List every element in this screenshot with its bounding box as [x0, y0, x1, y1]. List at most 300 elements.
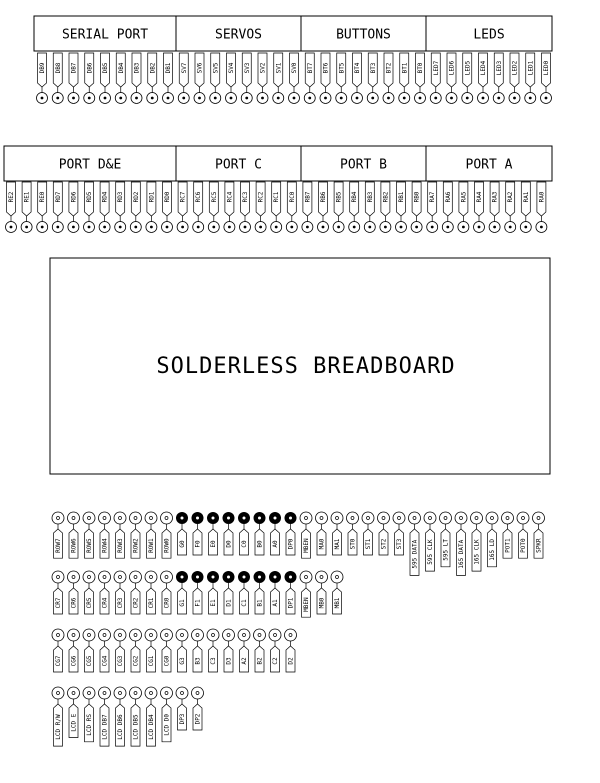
header-pin [285, 629, 297, 672]
pin-label: ROW3 [117, 538, 124, 553]
pin-label: D0 [225, 540, 233, 548]
header-pin [411, 182, 422, 233]
port-pin-row [6, 182, 547, 233]
header-pin [474, 182, 485, 233]
pin-label: C3 [210, 657, 217, 665]
header-pin [320, 53, 331, 104]
header-pin [393, 512, 405, 555]
header-pin [269, 629, 281, 672]
header-pin [83, 629, 95, 672]
header-pin [99, 512, 111, 558]
header-pin [99, 571, 111, 614]
pin-label: MB1 [334, 597, 341, 609]
header-pin [458, 182, 469, 233]
pin-label: RB3 [366, 191, 374, 203]
header-cell [426, 146, 552, 181]
pin-label: C2 [272, 657, 279, 665]
pin-label: MBEN [303, 538, 310, 553]
header-pin [223, 629, 235, 672]
pin-label: RB1 [398, 191, 405, 203]
header-pin [145, 571, 157, 614]
pin-label: POT1 [504, 538, 512, 553]
pin-label: RC0 [288, 191, 296, 203]
header-pin [68, 182, 79, 233]
pin-label: SV0 [291, 62, 298, 74]
header-pin [52, 182, 63, 233]
pin-label: RB7 [304, 191, 312, 203]
header-pin [210, 53, 221, 104]
pin-label: B2 [256, 657, 264, 665]
header-pin [525, 53, 536, 104]
header-cell [301, 146, 426, 181]
pin-label: RB2 [382, 191, 390, 203]
pin-label: CR7 [55, 597, 62, 609]
pin-label: LED4 [480, 60, 487, 76]
header-pin [424, 512, 436, 571]
header-pin [192, 687, 204, 730]
pin-label: CR5 [86, 597, 93, 609]
header-pin [536, 182, 547, 233]
header-pin [533, 512, 545, 558]
pin-label: E0 [210, 540, 217, 548]
header-pin [37, 182, 48, 233]
pin-label: CG0 [163, 655, 171, 667]
header-pin [362, 512, 374, 555]
pin-label: BT6 [322, 62, 330, 74]
header-pin [238, 571, 250, 614]
header-pin [207, 629, 219, 672]
pin-label: F0 [194, 540, 202, 548]
pin-label: RA5 [460, 191, 468, 203]
pin-label: SPKR [535, 538, 543, 553]
header-pin [238, 512, 250, 555]
header-pin [241, 53, 252, 104]
header-pin [255, 182, 266, 233]
header-pin [83, 571, 95, 614]
breadboard-area [50, 258, 550, 474]
pin-label: D1 [225, 599, 233, 607]
header-label: LEDS [473, 27, 505, 43]
pin-label: RB5 [335, 191, 343, 203]
bottom-pin-row [52, 629, 297, 672]
header-pin [240, 182, 251, 233]
pin-label: BT2 [385, 62, 393, 74]
pin-label: B1 [256, 599, 264, 607]
header-pin [114, 687, 126, 746]
header-pin [37, 53, 48, 104]
header-pin [273, 53, 284, 104]
pin-label: DB9 [39, 62, 46, 74]
pin-label: RA6 [444, 191, 452, 203]
pin-label: RA2 [507, 191, 515, 203]
header-pin [396, 182, 407, 233]
pin-label: LCD DB7 [101, 714, 109, 740]
pin-label: RD0 [164, 191, 171, 203]
header-pin [99, 629, 111, 672]
header-pin [226, 53, 237, 104]
pin-label: CG2 [132, 655, 140, 667]
pin-label: MA0 [318, 538, 326, 550]
header-pin [161, 629, 173, 672]
pin-label: RB6 [320, 191, 327, 203]
header-pin [462, 53, 473, 104]
header-label: BUTTONS [336, 27, 391, 43]
header-label: PORT B [340, 157, 387, 173]
header-pin [99, 687, 111, 746]
pin-label: DP2 [194, 713, 202, 725]
header-pin [302, 182, 313, 233]
pin-label: RB0 [413, 191, 421, 203]
pin-label: LED6 [448, 60, 456, 76]
pin-label: CG3 [117, 655, 124, 667]
header-pin [21, 182, 32, 233]
header-pin [349, 182, 360, 233]
pin-label: MB0 [318, 597, 326, 609]
header-pin [207, 571, 219, 614]
pin-label: LED5 [464, 60, 472, 76]
header-pin [193, 182, 204, 233]
pin-label: 165 LD [489, 539, 496, 561]
pin-label: CR0 [163, 597, 171, 609]
pin-label: 595 CLK [427, 539, 434, 565]
pin-label: ST2 [380, 538, 388, 550]
pin-label: BT0 [417, 62, 424, 74]
header-pin [83, 687, 95, 742]
pin-label: DB7 [70, 62, 78, 74]
header-pin [352, 53, 363, 104]
header-pin [285, 512, 297, 555]
pin-label: LED7 [432, 60, 440, 76]
header-pin [99, 182, 110, 233]
pin-label: LCD DB6 [117, 714, 124, 740]
header-pin [304, 53, 315, 104]
header-pin [176, 629, 188, 672]
header-pin [68, 687, 80, 738]
pin-label: LCD D0 [163, 714, 171, 736]
header-pin [316, 571, 328, 614]
header-pin [257, 53, 268, 104]
header-pin [409, 512, 421, 575]
header-pin [176, 571, 188, 614]
header-pin [131, 53, 142, 104]
pin-label: G3 [179, 657, 186, 665]
pin-label: 165 CLK [473, 539, 481, 565]
header-pin [442, 182, 453, 233]
pin-label: MBEN [303, 597, 310, 612]
bottom-pin-row [52, 571, 343, 617]
header-pin [430, 53, 441, 104]
pin-label: ST3 [396, 538, 403, 550]
header-cell [4, 146, 176, 181]
header-pin [471, 512, 483, 571]
pin-label: BT3 [369, 62, 377, 74]
pin-label: B3 [194, 657, 202, 665]
pin-label: DB8 [54, 62, 62, 74]
header-pin [285, 571, 297, 614]
pin-label: CG7 [55, 655, 62, 667]
pin-label: E1 [210, 599, 217, 607]
header-pin [177, 182, 188, 233]
header-pin [502, 512, 514, 558]
header-cell [301, 16, 426, 51]
pin-label: RA1 [522, 191, 530, 203]
pin-label: DB2 [149, 62, 157, 74]
pin-label: MA1 [334, 538, 341, 550]
header-pin [541, 53, 552, 104]
header-label: PORT A [465, 157, 513, 173]
pin-label: LCD R/W [55, 714, 62, 740]
header-pin [367, 53, 378, 104]
pin-label: BT4 [354, 62, 361, 74]
pin-label: CG6 [70, 655, 78, 667]
header-pin [145, 687, 157, 746]
pin-label: G1 [179, 599, 186, 607]
header-pin [455, 512, 467, 575]
pin-label: ROW4 [101, 538, 109, 553]
header-pin [145, 512, 157, 558]
header-pin [446, 53, 457, 104]
pin-label: ROW0 [163, 538, 171, 553]
pin-label: DB1 [165, 62, 172, 74]
pin-label: SV1 [275, 62, 283, 74]
header-pin [130, 571, 142, 614]
header-pin [223, 512, 235, 555]
pin-label: G0 [179, 540, 186, 548]
pin-label: DP0 [287, 538, 295, 550]
pin-label: CR6 [70, 597, 78, 609]
pin-label: ROW5 [86, 538, 93, 553]
header-pin [269, 571, 281, 614]
bottom-pin-row [52, 687, 204, 746]
pin-label: D2 [287, 657, 295, 665]
pin-label: ST1 [365, 538, 372, 550]
pin-label: RE1 [23, 191, 31, 203]
pin-label: RB4 [351, 191, 359, 203]
pin-label: CR4 [101, 597, 109, 609]
header-pin [486, 512, 498, 567]
pin-label: RD7 [54, 191, 62, 203]
header-pin [517, 512, 529, 558]
header-pin [493, 53, 504, 104]
breadboard-label: SOLDERLESS BREADBOARD [156, 354, 456, 379]
header-pin [380, 182, 391, 233]
pin-label: RC5 [210, 191, 218, 203]
header-pin [238, 629, 250, 672]
top-header-bar [34, 16, 552, 51]
pin-label: RE0 [39, 191, 47, 203]
header-pin [208, 182, 219, 233]
header-pin [378, 512, 390, 555]
header-pin [163, 53, 174, 104]
pin-label: DP1 [287, 597, 295, 609]
header-pin [318, 182, 329, 233]
pin-label: RA4 [476, 191, 483, 203]
pin-label: LED1 [527, 60, 535, 76]
header-pin [300, 512, 312, 558]
header-pin [254, 512, 266, 555]
header-pin [68, 512, 80, 558]
header-pin [52, 687, 64, 746]
pin-label: RA7 [429, 191, 437, 203]
pin-label: SV3 [243, 62, 251, 74]
header-pin [114, 629, 126, 672]
pin-label: RC4 [226, 191, 234, 203]
pin-label: RC1 [273, 191, 281, 203]
header-pin [84, 182, 95, 233]
pin-label: LED3 [495, 60, 503, 76]
pin-label: RC7 [179, 191, 187, 203]
header-pin [364, 182, 375, 233]
header-pin [383, 53, 394, 104]
header-pin [440, 512, 452, 567]
pin-label: RC6 [195, 191, 203, 203]
pin-label: 595 LT [442, 539, 450, 561]
header-pin [289, 53, 300, 104]
pin-label: DB6 [86, 62, 94, 74]
header-pin [520, 182, 531, 233]
pin-label: BT1 [401, 62, 409, 74]
header-pin [333, 182, 344, 233]
header-pin [130, 687, 142, 746]
pin-label: A1 [272, 599, 279, 607]
pin-label: RC3 [242, 191, 249, 203]
header-pin [146, 182, 157, 233]
pin-label: ST0 [349, 538, 357, 550]
header-pin [68, 571, 80, 614]
pin-label: BT5 [338, 62, 346, 74]
pin-label: CG4 [101, 655, 109, 667]
bottom-pin-rows [52, 512, 545, 746]
header-pin [478, 53, 489, 104]
header-label: PORT D&E [58, 157, 122, 173]
header-pin [100, 53, 111, 104]
pin-label: DB3 [133, 62, 141, 74]
pin-label: D3 [225, 657, 233, 665]
header-pin [427, 182, 438, 233]
pin-label: CR1 [148, 597, 155, 609]
header-pin [52, 571, 64, 614]
header-pin [192, 571, 204, 614]
pin-label: LCD E [70, 713, 78, 732]
port-header-bar [4, 146, 552, 181]
pin-label: CR3 [117, 597, 124, 609]
pin-label: DB5 [102, 62, 109, 74]
pin-label: 595 DATA [411, 539, 419, 569]
header-cell [176, 16, 301, 51]
header-pin [224, 182, 235, 233]
pin-label: ROW6 [70, 538, 78, 553]
header-pin [286, 182, 297, 233]
header-pin [336, 53, 347, 104]
pin-label: RA0 [538, 191, 546, 203]
bottom-pin-row [52, 512, 545, 575]
header-pin [331, 512, 343, 555]
pin-label: BT7 [306, 62, 314, 74]
pin-label: RD1 [148, 191, 156, 203]
header-pin [271, 182, 282, 233]
pin-label: POT0 [520, 538, 527, 553]
header-label: PORT C [215, 157, 262, 173]
pin-label: LCD RS [86, 714, 93, 736]
header-pin [6, 182, 17, 233]
pin-label: RD6 [70, 191, 78, 203]
pin-label: RE2 [8, 191, 15, 203]
pin-label: CR2 [132, 597, 140, 609]
pin-label: RD3 [117, 191, 125, 203]
pin-label: 165 DATA [458, 539, 465, 569]
header-pin [300, 571, 312, 617]
header-cell [426, 16, 552, 51]
header-pin [130, 182, 141, 233]
header-pin [114, 571, 126, 614]
pin-label: CG5 [86, 655, 93, 667]
header-pin [178, 53, 189, 104]
header-pin [130, 512, 142, 558]
header-pin [254, 571, 266, 614]
pin-label: SV2 [259, 62, 267, 74]
pin-label: LED0 [543, 60, 550, 76]
header-pin [145, 629, 157, 672]
pin-label: LCD DB4 [148, 714, 155, 740]
pin-label: RD5 [86, 191, 93, 203]
header-pin [192, 512, 204, 555]
pin-label: C1 [241, 599, 248, 607]
header-pin [176, 512, 188, 555]
pin-label: SV5 [212, 62, 220, 74]
header-pin [83, 512, 95, 558]
header-pin [84, 53, 95, 104]
pin-label: SV7 [180, 62, 188, 74]
pin-label: LED2 [511, 60, 519, 76]
pin-label: LCD DB5 [132, 714, 140, 740]
header-pin [509, 53, 520, 104]
header-pin [194, 53, 205, 104]
header-pin [161, 512, 173, 558]
header-pin [505, 182, 516, 233]
pin-label: DP3 [179, 713, 186, 725]
pin-label: SV4 [228, 62, 235, 74]
header-pin [52, 53, 63, 104]
header-pin [68, 53, 79, 104]
header-pin [489, 182, 500, 233]
top-pin-row [37, 53, 552, 104]
header-cell [34, 16, 176, 51]
header-pin [52, 629, 64, 672]
pin-label: ROW7 [55, 538, 62, 553]
header-pin [161, 571, 173, 614]
header-pin [115, 182, 126, 233]
pin-label: RC2 [257, 191, 265, 203]
pin-label: RD2 [132, 191, 140, 203]
pin-label: A2 [241, 657, 248, 665]
pin-label: C0 [241, 540, 248, 548]
header-pin [192, 629, 204, 672]
header-pin [207, 512, 219, 555]
header-pin [52, 512, 64, 558]
header-pin [399, 53, 410, 104]
header-pin [115, 53, 126, 104]
header-pin [316, 512, 328, 555]
header-pin [223, 571, 235, 614]
header-pin [147, 53, 158, 104]
pin-label: A0 [272, 540, 279, 548]
header-pin [415, 53, 426, 104]
pin-label: SV6 [196, 62, 204, 74]
pin-label: RD4 [101, 191, 109, 203]
pin-label: DB4 [117, 62, 125, 74]
header-pin [68, 629, 80, 672]
header-pin [114, 512, 126, 558]
